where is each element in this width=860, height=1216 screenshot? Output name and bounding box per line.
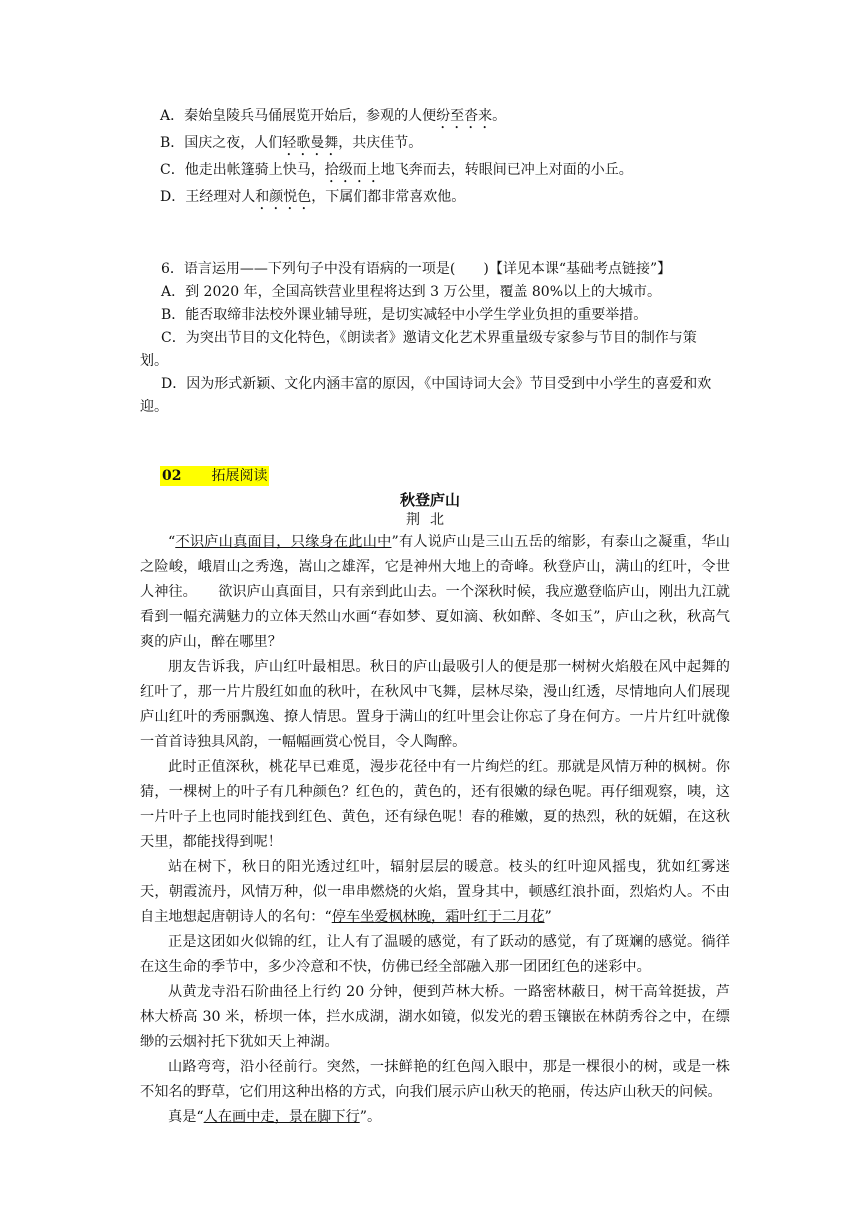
q5-option-c-suffix: 地飞奔而去，转眼间已冲上对面的小丘。 xyxy=(380,162,633,178)
section-number: 02 xyxy=(162,468,182,484)
q5-option-b-term: 轻歌曼舞 xyxy=(282,135,339,151)
q5-option-d-suffix: ，下属们都非常喜欢他。 xyxy=(311,189,466,205)
q5-option-a-prefix: A．秦始皇陵兵马俑展览开始后，参观的人便 xyxy=(160,108,437,124)
article-title: 秋登庐山 xyxy=(399,491,460,509)
underlined-quote: 不识庐山真面目，只缘身在此山中 xyxy=(175,534,392,550)
q5-option-c-term: 拾级而上 xyxy=(324,162,381,178)
q6-option-c: C．为突出节目的文化特色，《朗读者》邀请文化艺术界重量级专家参与节目的制作与策划。 xyxy=(140,330,697,369)
q6-option-d: D．因为形式新颖、文化内涵丰富的原因，《中国诗词大会》节目受到中小学生的喜爱和欢迎。 xyxy=(140,376,712,415)
q5-option-c-prefix: C．他走出帐篷骑上快马， xyxy=(160,162,325,178)
q5-option-a-term: 纷至沓来 xyxy=(436,108,493,124)
paragraph-6: 从黄龙寺沿石阶曲径上行约 20 分钟，便到芦林大桥。一路密林蔽日，树干高耸挺拔，芦林大桥高 30 米，桥坝一体，拦水成湖，湖水如镜，似发光的碧玉镶嵌在林荫秀谷之中，在缥缈的云烟衬托下犹如天上神湖。 xyxy=(140,984,730,1050)
q5-option-d-term: 和颜悦色 xyxy=(255,189,312,205)
q5-option-b-suffix: ，共庆佳节。 xyxy=(338,135,423,151)
q5-option-a-suffix: 。 xyxy=(492,108,507,124)
paragraph-4-text: 站在树下，秋日的阳光透过红叶，辐射层层的暖意。枝头的红叶迎风摇曳，犹如红雾迷天，朝霞流丹，风情万种，似一串串燃烧的火焰，置身其中，顿感红浪扑面，烈焰灼人。不由自主地想起唐朝诗人的名句：“ xyxy=(140,859,730,925)
q5-option-d-prefix: D．王经理对人 xyxy=(160,189,256,205)
paragraph-3: 此时正值深秋，桃花早已难觅，漫步花径中有一片绚烂的红。那就是风情万种的枫树。你猜，一棵树上的叶子有几种颜色？红色的，黄色的，还有很嫩的绿色呢。再仔细观察，咦，这一片叶子上也同时能找到红色、黄色，还有绿色呢！春的稚嫩，夏的热烈，秋的妩媚，在这秋天里，都能找得到呢！ xyxy=(140,759,730,850)
q6-stem: 6．语言运用——下列句子中没有语病的一项是( )【详见本课“基础考点链接”】 xyxy=(161,261,672,277)
paragraph-8-text: 真是“ xyxy=(168,1109,204,1125)
q5-option-b-prefix: B．国庆之夜，人们 xyxy=(160,135,283,151)
quote-close: ” xyxy=(544,909,552,925)
underlined-quote: 停车坐爱枫林晚，霜叶红于二月花 xyxy=(331,909,545,925)
paragraph-1 xyxy=(140,530,730,655)
quote-open: “ xyxy=(168,534,176,550)
article-body xyxy=(140,530,730,1130)
quote-close: ”。 xyxy=(359,1109,382,1125)
paragraph-8 xyxy=(140,1105,730,1130)
underlined-quote: 人在画中走，景在脚下行 xyxy=(203,1109,360,1125)
q6-option-b: B．能否取缔非法校外课业辅导班，是切实减轻中小学生学业负担的重要举措。 xyxy=(161,307,648,323)
section-header xyxy=(160,466,269,486)
q6-option-a: A．到 2020 年，全国高铁营业里程将达到 3 万公里，覆盖 80%以上的大城市。 xyxy=(161,284,662,300)
article-author: 荆北 xyxy=(406,512,454,528)
q5-option-b xyxy=(160,132,422,159)
section-title: 拓展阅读 xyxy=(211,468,268,484)
paragraph-2: 朋友告诉我，庐山红叶最相思。秋日的庐山最吸引人的便是那一树树火焰般在风中起舞的红叶了，那一片片殷红如血的秋叶，在秋风中飞舞，层林尽染，漫山红透，尽情地向人们展现庐山红叶的秀丽飘逸、撩人情思。置身于满山的红叶里会让你忘了身在何方。一片片红叶就像一首首诗独具风韵，一幅幅画赏心悦目，令人陶醉。 xyxy=(140,659,730,750)
paragraph-4 xyxy=(140,855,730,930)
paragraph-5: 正是这团如火似锦的红，让人有了温暖的感觉，有了跃动的感觉，有了斑斓的感觉。徜徉在这生命的季节中，多少冷意和不快，仿佛已经全部融入那一团团红色的迷彩中。 xyxy=(140,934,730,975)
q5-option-d xyxy=(160,186,465,213)
paragraph-7: 山路弯弯，沿小径前行。突然，一抹鲜艳的红色闯入眼中，那是一棵很小的树，或是一株不知名的野草，它们用这种出格的方式，向我们展示庐山秋天的艳丽，传达庐山秋天的问候。 xyxy=(140,1059,730,1100)
paragraph-1-text: ”有人说庐山是三山五岳的缩影，有泰山之凝重，华山之险峻，峨眉山之秀逸，嵩山之雄浑，它是神州大地上的奇峰。秋登庐山，满山的红叶，令世人神往。 欲识庐山真面目，只有亲到此山去。一个深秋时候，我应邀登临庐山，刚出九江就看到一幅充满魅力的立体天然山水画“春如梦、夏如滴、秋如醉、冬如玉”，庐山之秋，秋高气爽的庐山，醉在哪里？ xyxy=(140,534,730,650)
q5-option-c xyxy=(160,159,633,186)
q5-option-a xyxy=(160,105,506,132)
question-6 xyxy=(140,258,722,419)
